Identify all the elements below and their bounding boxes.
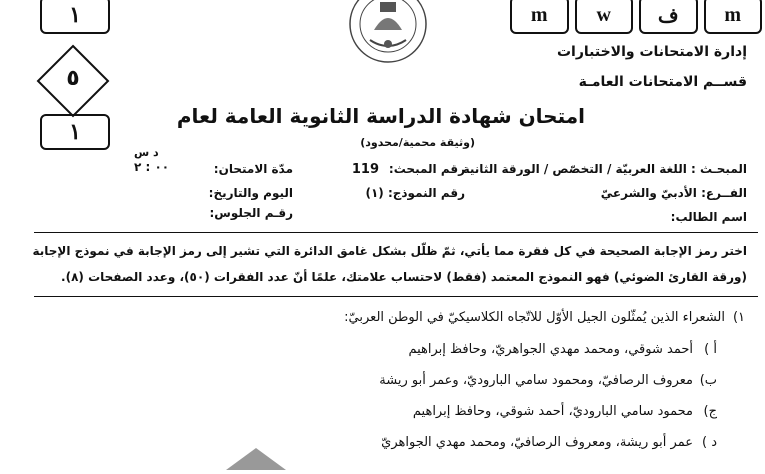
subject-number-label: رقم المبحث:	[388, 162, 465, 176]
student-name-field: اسم الطالب:	[670, 210, 747, 224]
option-key: ج)	[703, 404, 717, 419]
ministry-dept-line2: قســم الامتحانات العامـة	[578, 74, 747, 90]
instructions-divider	[34, 296, 758, 297]
branch-field: الفــرع: الأدبيّ والشرعيّ	[600, 186, 747, 200]
option-key: ب)	[699, 373, 717, 388]
code-cell: ف	[639, 0, 698, 34]
pages-diamond-value: ٥	[66, 66, 80, 91]
option-text: محمود سامي الباروديّ، أحمد شوقي، وحافظ إبراهيم	[412, 404, 693, 419]
page-box-bottom	[40, 114, 110, 150]
option-key: د )	[702, 435, 717, 450]
option-key: أ )	[704, 342, 717, 357]
option-text: عمر أبو ريشة، ومعروف الرصافيّ، ومحمد مهدي الجواهريّ	[381, 435, 693, 450]
exam-subtitle: (وثيقة محمية/محدود)	[360, 136, 475, 149]
duration-units: د س	[134, 146, 159, 159]
duration-value: ٠٠ : ٢	[134, 160, 170, 174]
duration-label: مدّة الامتحان:	[213, 162, 293, 176]
question-text: الشعراء الذين يُمثّلون الجيل الأوّل للاتّجاه الكلاسيكيّ في الوطن العربيّ:	[344, 310, 725, 325]
ministry-dept-line1: إدارة الامتحانات والاختبارات	[556, 44, 747, 60]
form-code-row	[510, 0, 762, 34]
date-field: اليوم والتاريخ:	[208, 186, 293, 200]
exam-title: امتحان شهادة الدراسة الثانوية العامة لعام	[176, 104, 585, 128]
code-cell: m	[704, 0, 763, 34]
option-text: معروف الرصافيّ، ومحمود سامي الباروديّ، وعمر أبو ريشة	[379, 373, 693, 388]
ministry-emblem	[340, 0, 436, 64]
model-number: رقم النموذج: (١)	[365, 186, 465, 200]
code-cell: w	[575, 0, 634, 34]
page-box-top	[40, 0, 110, 34]
page-box-top-value: ١	[69, 2, 81, 27]
subject-number: 119	[351, 162, 379, 177]
pages-diamond	[36, 44, 110, 118]
subject-field: المبحـث : اللغة العربيّة / التخصّص / الورقة الثانية	[462, 162, 747, 176]
page-box-bottom-value: ١	[69, 119, 81, 144]
watermark-shape	[226, 448, 286, 470]
option-text: أحمد شوقي، ومحمد مهدي الجواهريّ، وحافظ إبراهيم	[408, 342, 693, 357]
header-divider	[34, 232, 758, 233]
instructions: اختر رمز الإجابة الصحيحة في كل فقرة مما يأتي، ثمّ ظلّل بشكل غامق الدائرة التي تشير إلى رمز الإجابة في نموذج الإجابة (ورقة القارئ الضوئي) فهو النموذج المعتمد (فقط) لاحتساب علامتك، علمًا أنّ عدد الفقرات (٥٠)، وعدد الصفحات (٨).	[32, 244, 747, 284]
code-cell: m	[510, 0, 569, 34]
seat-number-field: رقـم الجلوس:	[209, 206, 293, 220]
question-number: ١)	[732, 310, 745, 325]
